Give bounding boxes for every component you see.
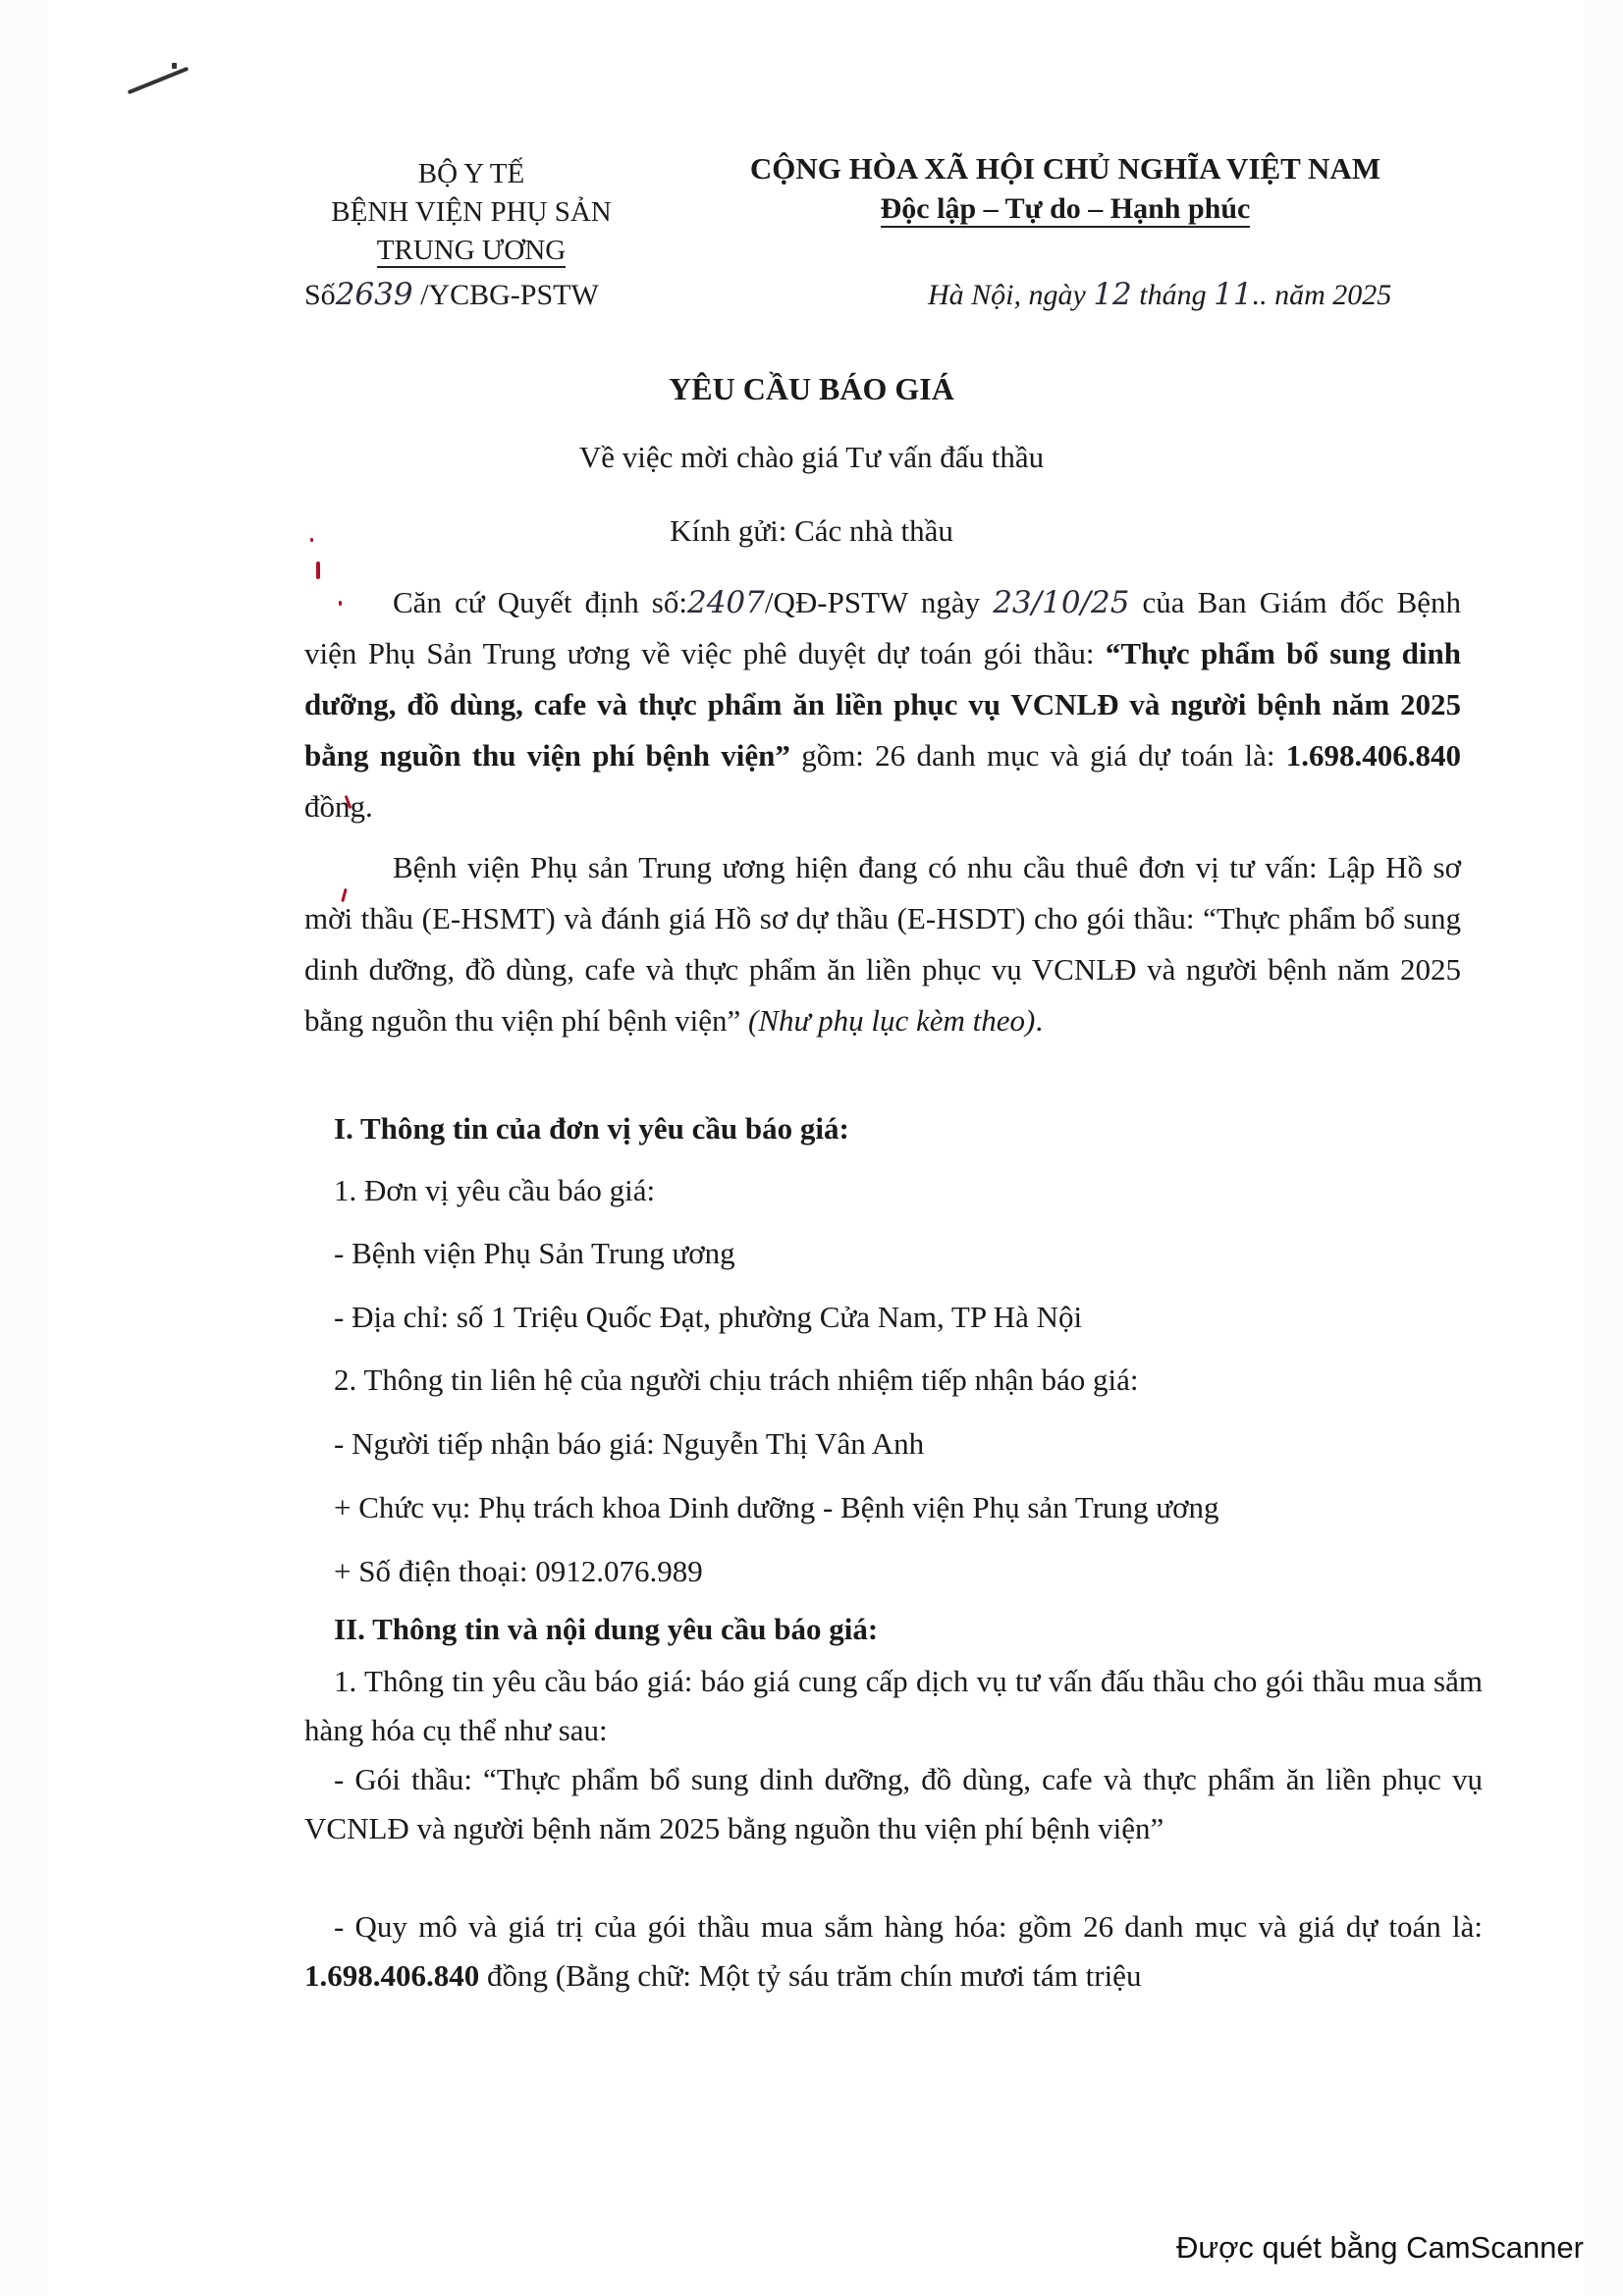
organization-name: BỆNH VIỆN PHỤ SẢN	[331, 196, 612, 228]
paragraph-need	[304, 842, 1461, 1046]
contact-position: + Chức vụ: Phụ trách khoa Dinh dưỡng - Bệnh viện Phụ sản Trung ương	[334, 1490, 1219, 1524]
package-scope: gồm: 26 danh mục và giá dự toán là:	[789, 738, 1286, 773]
handwritten-month: 11	[1214, 277, 1253, 312]
scope-amount-in-words: đồng (Bằng chữ: Một tỷ sáu trăm chín mươi tám triệu	[479, 1958, 1142, 1993]
section-2-heading: II. Thông tin và nội dung yêu cầu báo giá:	[334, 1612, 879, 1646]
date-month-label: tháng	[1131, 279, 1215, 311]
handwritten-day: 12	[1093, 277, 1132, 312]
package-scope-value	[304, 1902, 1483, 2001]
currency: đồng.	[304, 789, 373, 824]
national-motto: Độc lập – Tự do – Hạnh phúc	[881, 192, 1251, 228]
request-info: 1. Thông tin yêu cầu báo giá: báo giá cung cấp dịch vụ tư vấn đấu thầu cho gói thầu mua sắm hàng hóa cụ thể như sau:	[304, 1664, 1483, 1747]
document-number-suffix: /YCBG-PSTW	[412, 279, 599, 311]
document-title: YÊU CẦU BÁO GIÁ	[669, 371, 954, 406]
camscanner-watermark: Được quét bằng CamScanner	[1175, 2230, 1584, 2265]
date-year: .. năm 2025	[1252, 279, 1392, 311]
ministry-name: BỘ Y TẾ	[417, 158, 525, 189]
nation-name: CỘNG HÒA XÃ HỘI CHỦ NGHĨA VIỆT NAM	[749, 151, 1381, 186]
organization-name-line2: TRUNG ƯƠNG	[376, 235, 567, 266]
date-place: Hà Nội, ngày	[928, 279, 1094, 311]
scan-edge-right	[1584, 0, 1623, 2296]
requester-label: 1. Đơn vị yêu cầu báo giá:	[334, 1173, 656, 1207]
handwritten-document-number: 2639	[335, 277, 413, 312]
document-date	[928, 277, 1391, 312]
basis-lead: Căn cứ Quyết định số:	[393, 585, 687, 619]
scope-amount: 1.698.406.840	[304, 1958, 480, 1993]
pen-stroke-mark	[128, 67, 189, 94]
need-text: Bệnh viện Phụ sản Trung ương hiện đang có nhu cầu thuê đơn vị tư vấn: Lập Hồ sơ mời thầu (E-HSMT) và đánh giá Hồ sơ dự thầu (E-HSDT) cho gói thầu: “Thực phẩm bổ sung dinh dưỡng, đồ dùng, cafe và thực phẩm ăn liền phục vụ VCNLĐ và người bệnh năm 2025 bằng nguồn thu viện phí bệnh viện”	[304, 850, 1461, 1038]
scope-lead: - Quy mô và giá trị của gói thầu mua sắm hàng hóa: gồm 26 danh mục và giá dự toán là:	[334, 1909, 1483, 1944]
appendix-note: (Như phụ lục kèm theo)	[748, 1003, 1036, 1038]
section-1-heading: I. Thông tin của đơn vị yêu cầu báo giá:	[334, 1111, 849, 1146]
recipient-line: Kính gửi: Các nhà thầu	[670, 513, 953, 548]
package-description: - Gói thầu: “Thực phẩm bổ sung dinh dưỡng, đồ dùng, cafe và thực phẩm ăn liền phục vụ VCNLĐ và người bệnh năm 2025 bằng nguồn thu viện phí bệnh viện”	[304, 1762, 1483, 1845]
document-number-prefix: Số	[304, 279, 336, 311]
contact-phone: + Số điện thoại: 0912.076.989	[334, 1554, 703, 1588]
handwritten-decision-number: 2407	[686, 585, 765, 620]
decision-suffix: /QĐ-PSTW ngày	[764, 585, 994, 619]
requester-org: - Bệnh viện Phụ Sản Trung ương	[334, 1236, 735, 1270]
need-end: .	[1035, 1003, 1044, 1038]
paragraph-legal-basis	[304, 577, 1461, 832]
requester-address: - Địa chỉ: số 1 Triệu Quốc Đạt, phường Cửa Nam, TP Hà Nội	[334, 1300, 1083, 1334]
basis-text: của Ban Giám đốc Bệnh viện Phụ Sản Trung ương về việc phê duyệt dự toán gói thầu:	[304, 585, 1461, 670]
pen-dot-mark	[172, 63, 177, 69]
handwritten-decision-date: 23/10/25	[993, 585, 1130, 620]
document-number	[304, 277, 599, 312]
contact-label: 2. Thông tin liên hệ của người chịu trách nhiệm tiếp nhận báo giá:	[334, 1362, 1139, 1397]
package-amount: 1.698.406.840	[1285, 738, 1461, 773]
contact-receiver: - Người tiếp nhận báo giá: Nguyễn Thị Vân Anh	[334, 1426, 925, 1461]
scan-edge-left	[0, 0, 47, 2296]
issuer-block	[295, 155, 648, 270]
document-subject: Về việc mời chào giá Tư vấn đấu thầu	[578, 440, 1045, 474]
national-header	[707, 149, 1424, 228]
package-name: “Thực phẩm bổ sung dinh dưỡng, đồ dùng, cafe và thực phẩm ăn liền phục vụ VCNLĐ và người bệnh năm 2025 bằng nguồn thu viện phí bệnh viện”	[304, 636, 1461, 773]
